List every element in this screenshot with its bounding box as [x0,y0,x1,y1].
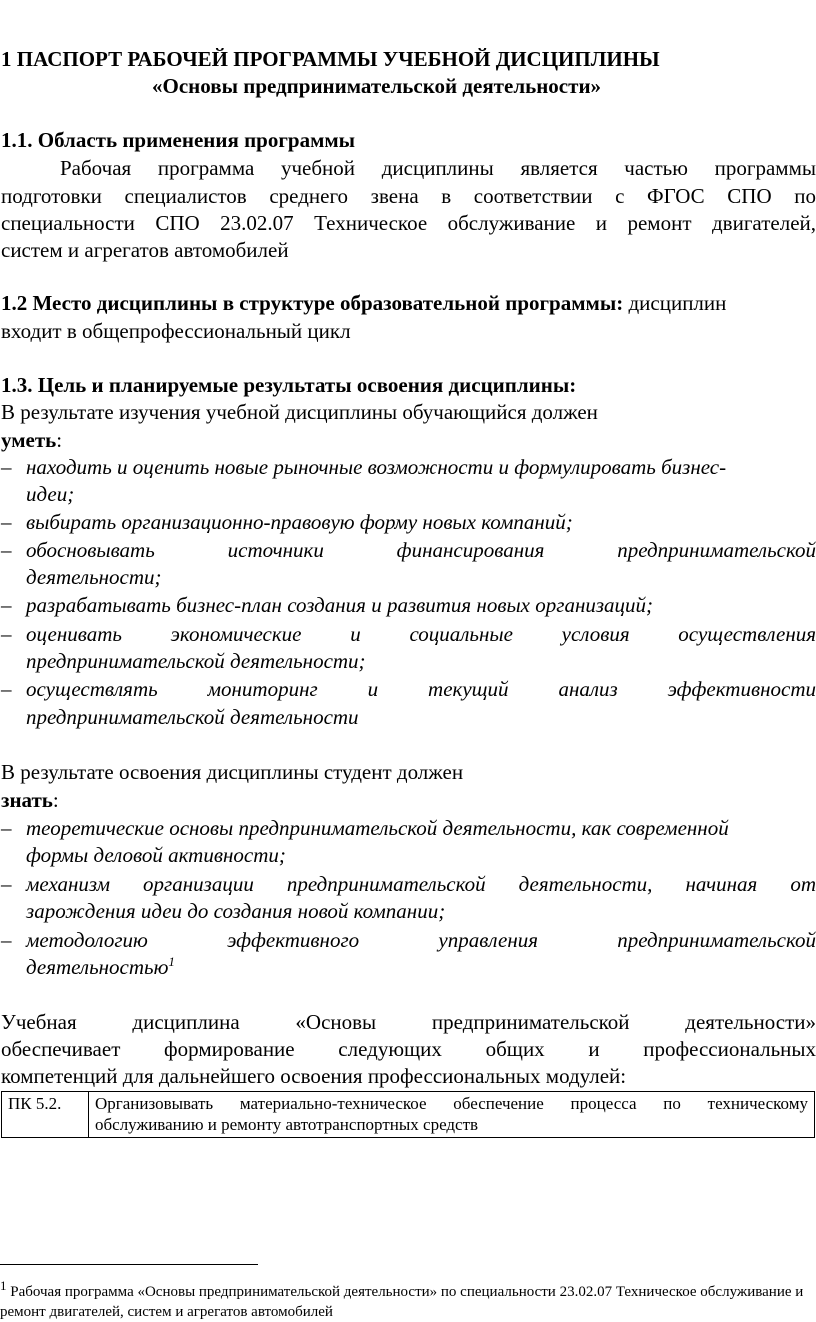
list-dash: – [1,455,12,479]
list-item: деятельности; [26,565,162,589]
list-item: осуществлять мониторинг и текущий анализ эффективности [26,677,816,701]
umet-label-line [1,428,62,452]
znat-label-line [1,788,59,812]
competence-description: Организовывать материально-техническое обеспечение процесса по техническому обслуживанию и ремонту автотранспортных средств [89,1092,815,1138]
list-dash: – [1,928,12,952]
footnote [0,1278,816,1322]
competence-text-line: Учебная дисциплина «Основы предпринимательской деятельности» [1,1010,816,1034]
list-item: формы деловой активности; [26,843,286,867]
discipline-name: «Основы предпринимательской деятельности» [152,74,602,98]
footnote-separator [0,1264,258,1265]
list-dash: – [1,816,12,840]
competence-text-line: компетенций для дальнейшего освоения профессиональных модулей: [1,1064,627,1088]
section-1-2-line2: входит в общепрофессиональный цикл [1,319,351,343]
list-item: находить и оценить новые рыночные возможности и формулировать бизнес- [26,455,727,479]
list-dash: – [1,538,12,562]
list-dash: – [1,593,12,617]
section-1-1-text-line: систем и агрегатов автомобилей [1,238,289,262]
list-item: обосновывать источники финансирования предпринимательской [26,538,816,562]
competence-code: ПК 5.2. [2,1092,89,1138]
document-title: 1 ПАСПОРТ РАБОЧЕЙ ПРОГРАММЫ УЧЕБНОЙ ДИСЦИПЛИНЫ [1,47,660,71]
list-item-text: деятельностью [26,955,169,979]
knowledge-intro: В результате освоения дисциплины студент должен [1,760,464,784]
list-item: предпринимательской деятельности; [26,649,366,673]
list-item: оценивать экономические и социальные условия осуществления [26,622,816,646]
list-item: зарождения идеи до создания новой компании; [26,899,446,923]
footnote-mark: 1 [0,1278,7,1293]
section-1-1-heading: 1.1. Область применения программы [1,128,356,152]
umet-label: уметь [1,428,57,452]
znat-label: знать [1,788,53,812]
colon: : [52,788,59,812]
competence-table [1,1091,815,1138]
section-1-3-heading: 1.3. Цель и планируемые результаты освоения дисциплины: [1,373,577,397]
list-item: методологию эффективного управления предпринимательской [26,928,816,952]
list-item: выбирать организационно-правовую форму новых компаний; [26,510,573,534]
table-row [2,1092,815,1138]
footnote-ref[interactable]: 1 [168,954,175,969]
footnote-text: Рабочая программа «Основы предпринимательской деятельности» по специальности 23.02.07 Техническое обслуживание и ремонт двигателей, систем и агрегатов автомобилей [0,1284,804,1320]
skills-intro: В результате изучения учебной дисциплины обучающийся должен [1,400,598,424]
list-dash: – [1,510,12,534]
list-dash: – [1,677,12,701]
competence-text-line: обеспечивает формирование следующих общих и профессиональных [1,1037,816,1061]
section-1-1-text-line: Рабочая программа учебной дисциплины является частью программы [60,156,816,180]
list-dash: – [1,622,12,646]
list-item: механизм организации предпринимательской деятельности, начиная от [26,872,816,896]
section-1-2-heading: 1.2 Место дисциплины в структуре образовательной программы: [1,291,624,315]
list-item: теоретические основы предпринимательской деятельности, как современной [26,816,729,840]
list-item: предпринимательской деятельности [26,705,359,729]
list-item [26,955,175,979]
list-item: разрабатывать бизнес-план создания и развития новых организаций; [26,593,654,617]
colon: : [56,428,63,452]
section-1-1-text-line: специальности СПО 23.02.07 Техническое обслуживание и ремонт двигателей, [1,211,816,235]
section-1-2-line [1,291,726,315]
section-1-2-tail: дисциплин [623,291,727,315]
list-dash: – [1,872,12,896]
section-1-1-text-line: подготовки специалистов среднего звена в соответствии с ФГОС СПО по [1,184,816,208]
list-item: идеи; [26,482,75,506]
